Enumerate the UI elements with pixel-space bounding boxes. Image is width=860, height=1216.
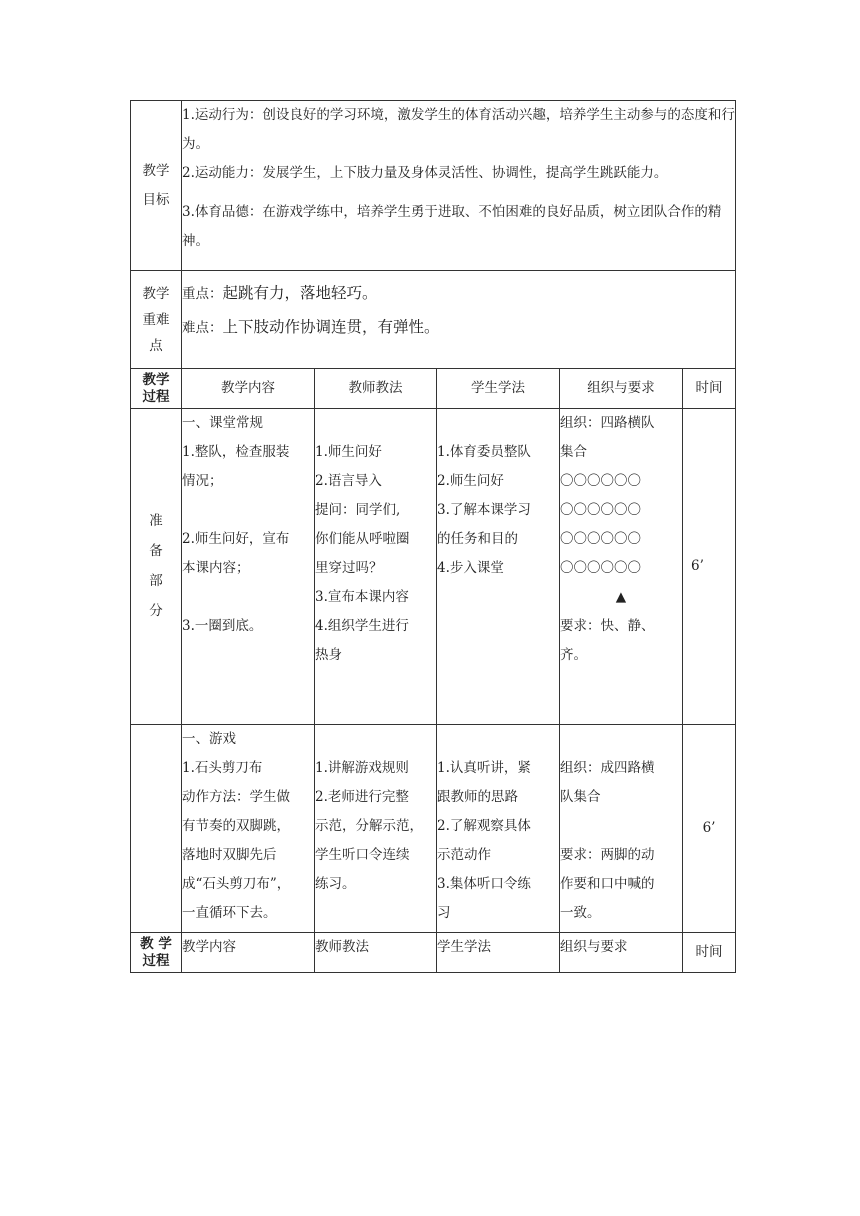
footer-time: 时间 [683,933,736,973]
prep-student: 1.体育委员整队 2.师生问好 3.了解本课学习 的任务和目的 4.步入课堂 [437,409,560,725]
key-points-cell [182,271,736,369]
formation-row: 〇〇〇〇〇〇 [560,560,641,576]
formation-row: 〇〇〇〇〇〇 [560,502,641,518]
footer-header-row [131,933,736,973]
header-teacher: 教师教法 [315,369,437,409]
footer-content: 教学内容 [182,933,315,973]
footer-teacher: 教师教法 [315,933,437,973]
header-time: 时间 [683,369,736,409]
prep-section-label: 准 备 部 分 [131,409,182,725]
goals-row [131,101,736,271]
header-process: 教学 过程 [131,369,182,409]
prep-teacher: 1.师生问好 2.语言导入 提问：同学们, 你们能从呼啦圈 里穿过吗？ 3.宣布本课内容 4.组织学生进行 热身 [315,409,437,725]
key-points-label: 教学 重难 点 [131,271,182,369]
goals-cell [182,101,736,271]
game-row [131,725,736,933]
formation-row: 〇〇〇〇〇〇 [560,473,641,489]
goals-label: 教学 目标 [131,101,182,271]
header-row [131,369,736,409]
teacher-position-marker: ▲ [615,589,627,605]
footer-org: 组织与要求 [560,933,683,973]
difficulty-line: 难点：上下肢动作协调连贯，有弹性。 [182,318,440,336]
prep-org: 组织：四路横队 集合 〇〇〇〇〇〇 〇〇〇〇〇〇 〇〇〇〇〇〇 〇〇〇〇〇〇 ▲ 要求：快、静、 齐。 [560,409,683,725]
prep-time: 6’ [683,409,736,725]
footer-student: 学生学法 [437,933,560,973]
prep-content: 一、课堂常规 1.整队，检查服装 情况； 2.师生问好，宣布 本课内容； 3.一圈到底。 [182,409,315,725]
game-section-label [131,725,182,933]
formation-row: 〇〇〇〇〇〇 [560,531,641,547]
header-content: 教学内容 [182,369,315,409]
goal-item: 3.体育品德：在游戏学练中，培养学生勇于进取、不怕困难的良好品质，树立团队合作的精神。 [182,204,722,249]
game-student: 1.认真听讲，紧 跟教师的思路 2.了解观察具体 示范动作 3.集体听口令练 习 [437,725,560,933]
game-time: 6’ [683,725,736,933]
header-student: 学生学法 [437,369,560,409]
game-teacher: 1.讲解游戏规则 2.老师进行完整 示范，分解示范， 学生听口令连续 练习。 [315,725,437,933]
header-org: 组织与要求 [560,369,683,409]
goal-item: 2.运动能力：发展学生，上下肢力量及身体灵活性、协调性，提高学生跳跃能力。 [182,165,668,181]
footer-process: 教 学 过程 [131,933,182,973]
game-org: 组织：成四路横 队集合 要求：两脚的动 作要和口中喊的 一致。 [560,725,683,933]
key-points-row [131,271,736,369]
focus-line: 重点：起跳有力，落地轻巧。 [182,284,378,302]
lesson-plan-table [130,100,736,973]
game-content: 一、游戏 1.石头剪刀布 动作方法：学生做 有节奏的双脚跳， 落地时双脚先后 成“石头剪刀布”， 一直循环下去。 [182,725,315,933]
goal-item: 1.运动行为：创设良好的学习环境，激发学生的体育活动兴趣，培养学生主动参与的态度和行为。 [182,107,735,152]
prep-row [131,409,736,725]
